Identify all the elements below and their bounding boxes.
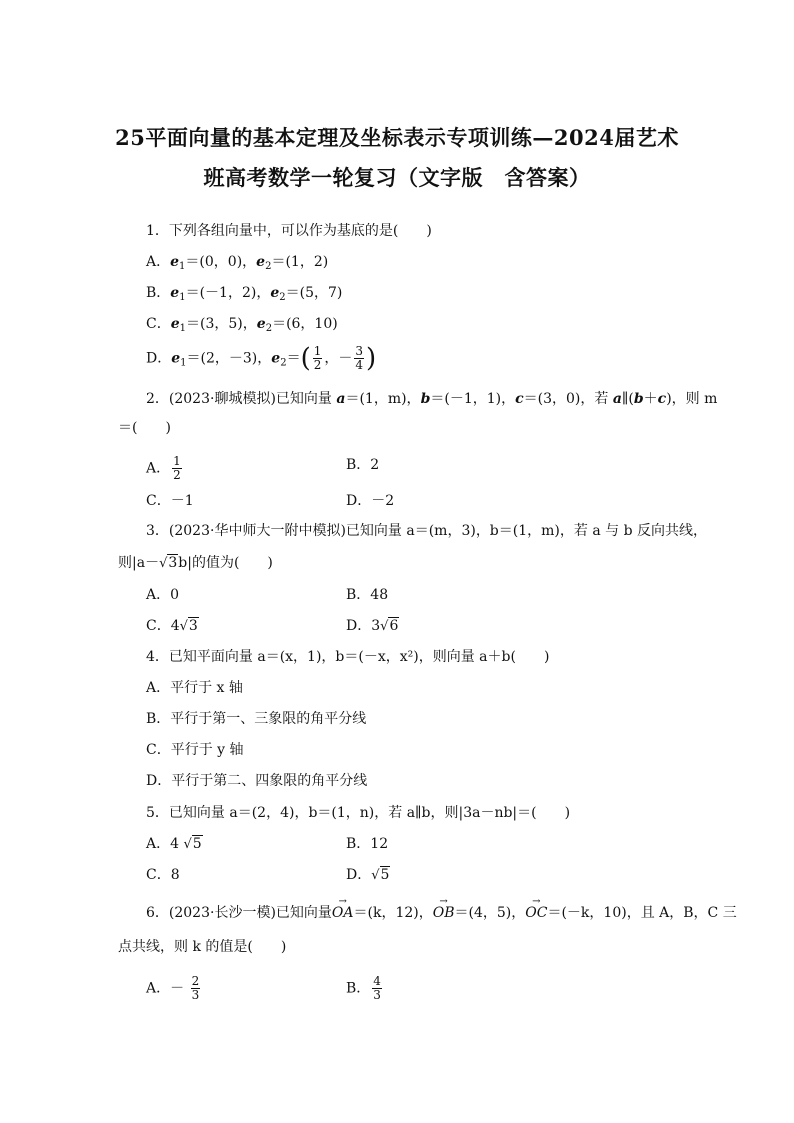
question-4-option-a: A．平行于 x 轴 [146,680,243,696]
document-title-line-1: 25平面向量的基本定理及坐标表示专项训练—2024届艺术 [115,125,679,150]
question-3-option-d: D．3√6 [346,618,399,634]
question-2-stem: 2．(2023·聊城模拟)已知向量 a＝(1，m)，b＝(－1，1)，c＝(3，0)，若 a∥(b＋c)，则 m [146,391,718,407]
question-5-option-d: D．√5 [346,867,390,883]
question-6-stem-cont: 点共线，则 k 的值是( ) [118,939,287,955]
question-1-option-b: B．$e_1=(-1$，2)，$e_2=(5$，7) [146,285,343,303]
document-title-line-2: 班高考数学一轮复习（文字版 含答案） [203,165,591,190]
question-2-stem-cont: ＝( ) [118,420,171,436]
question-4-option-c: C．平行于 y 轴 [146,742,244,758]
question-1-option-c: C．$e_1=(3$，5)，$e_2=(6$，10) [146,316,338,334]
question-4-option-b: B．平行于第一、三象限的角平分线 [146,711,367,727]
question-2-option-a: A． $\frac{1}{2}$ [146,454,181,482]
question-3-option-b: B．48 [346,587,389,603]
question-5-stem: 5．已知向量 a＝(2，4)，b＝(1，n)，若 a∥b，则|3a－nb|＝( ) [146,805,571,821]
question-1-option-a: A．$e_1=(0$，0)，$e_2=(1$，2) [146,254,329,272]
question-5-option-a: A．4 √5 [146,836,202,852]
question-6-option-a: A．－ $\frac{2}{3}$ [146,974,200,1002]
question-6-stem: 6．(2023·长沙一模)已知向量→ OA＝(k，12)，→ OB＝(4，5)，→ OC＝(－k，10)，且 A，B，C 三 [146,904,737,922]
question-2-option-b: B．2 [346,457,380,473]
question-3-option-a: A．0 [146,587,180,603]
question-2-option-d: D．－2 [346,493,395,509]
question-4-stem: 4．已知平面向量 a＝(x，1)，b＝(－x，x²)，则向量 a＋b( ) [146,649,550,665]
question-5-option-c: C．8 [146,867,180,883]
question-2-option-c: C．－1 [146,493,194,509]
question-6-option-b: B． $\frac{4}{3}$ [346,974,381,1002]
question-3-stem-cont: 则|a－√3b|的值为( ) [118,555,273,571]
question-3-option-c: C．4√3 [146,618,198,634]
question-4-option-d: D．平行于第二、四象限的角平分线 [146,773,368,789]
question-3-stem: 3．(2023·华中师大一附中模拟)已知向量 a＝(m，3)，b＝(1，m)，若 a 与 b 反向共线， [146,523,707,539]
question-1-option-d: D．$e_1=(2$，－3)，$e_2=$( $\frac{1}{2}$ ，－ $\frac{3}{4}$ ) [146,343,377,374]
question-1-stem: 1．下列各组向量中，可以作为基底的是( ) [146,223,432,239]
question-5-option-b: B．12 [346,836,389,852]
